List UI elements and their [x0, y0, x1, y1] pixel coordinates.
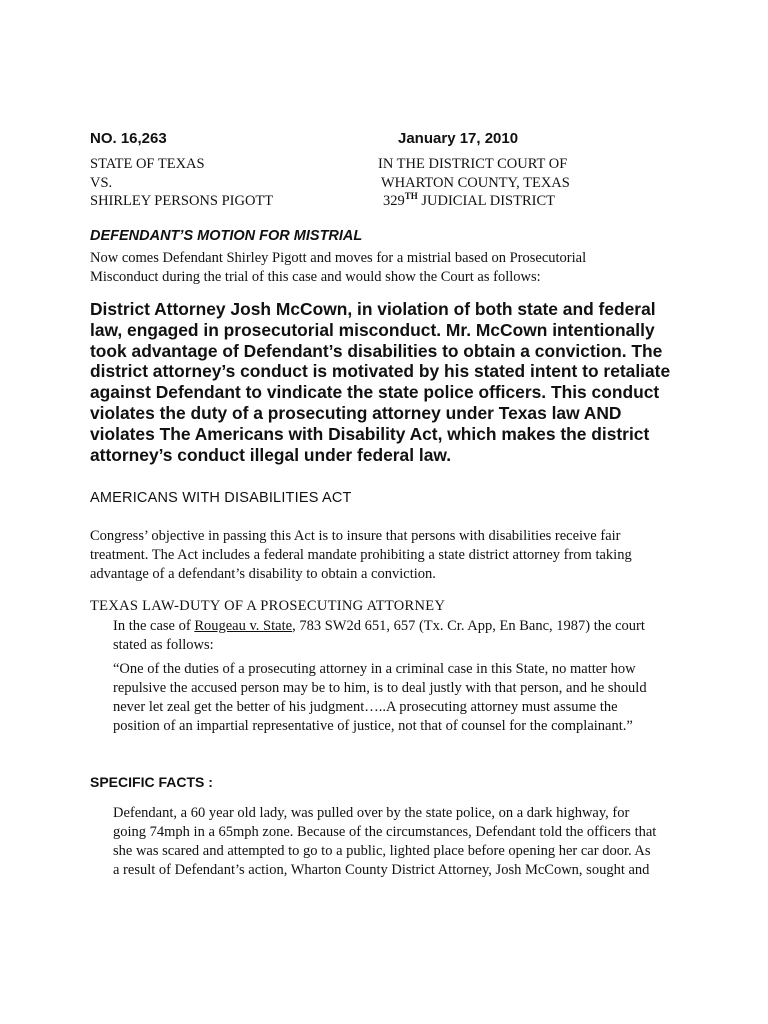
- bold-statement-line: violates the duty of a prosecuting attorney under Texas law AND: [90, 402, 622, 423]
- texas-law-paragraph: [113, 617, 645, 655]
- ada-heading: AMERICANS WITH DISABILITIES ACT: [90, 490, 352, 506]
- ada-line: Congress’ objective in passing this Act is to insure that persons with disabilities receive fair: [90, 528, 621, 544]
- bold-statement-line: attorney’s conduct illegal under federal law.: [90, 444, 452, 465]
- bold-statement-line: violates The Americans with Disability Act, which makes the district: [90, 423, 650, 444]
- caption-versus: VS.: [90, 174, 113, 191]
- specific-facts-heading: SPECIFIC FACTS :: [90, 774, 213, 790]
- quote-line: repulsive the accused person may be to him, is to deal justly with that person, and he should: [113, 680, 647, 696]
- facts-line: a result of Defendant’s action, Wharton County District Attorney, Josh McCown, sought and: [113, 862, 650, 878]
- citation-detail: , 783 SW2d 651, 657 (Tx. Cr. App, En Banc, 1987) the court: [292, 618, 645, 634]
- facts-line: going 74mph in a 65mph zone. Because of the circumstances, Defendant told the officers that: [113, 824, 657, 840]
- texas-law-line: [113, 617, 645, 636]
- bold-statement-line: district attorney’s conduct is motivated by his stated intent to retaliate: [90, 361, 671, 382]
- case-name: Rougeau v. State: [194, 618, 293, 634]
- filing-date: January 17, 2010: [398, 130, 519, 147]
- intro-line: Now comes Defendant Shirley Pigott and moves for a mistrial based on Prosecutorial: [90, 250, 587, 266]
- bold-statement-line: District Attorney Josh McCown, in violation of both state and federal: [90, 299, 656, 319]
- citation-intro: In the case of: [113, 618, 195, 634]
- caption-court-line: IN THE DISTRICT COURT OF: [378, 156, 568, 172]
- caption-county-line: WHARTON COUNTY, TEXAS: [381, 174, 570, 191]
- caption-district-line: [378, 192, 570, 211]
- facts-line: Defendant, a 60 year old lady, was pulled over by the state police, on a dark highway, for: [113, 805, 630, 821]
- quote-line: “One of the duties of a prosecuting attorney in a criminal case in this State, no matter how: [113, 661, 636, 677]
- bold-statement-line: law, engaged in prosecutorial misconduct. Mr. McCown intentionally: [90, 319, 655, 340]
- texas-law-line: stated as follows:: [113, 637, 214, 653]
- bold-statement: [90, 299, 671, 465]
- ada-line: treatment. The Act includes a federal mandate prohibiting a state district attorney from taking: [90, 547, 632, 563]
- quote-line: position of an impartial representative of justice, not that of counsel for the complainant.”: [113, 718, 633, 734]
- specific-facts-paragraph: [113, 804, 656, 880]
- caption-plaintiff: STATE OF TEXAS: [90, 156, 205, 172]
- texas-law-heading: TEXAS LAW-DUTY OF A PROSECUTING ATTORNEY: [90, 598, 446, 614]
- motion-title: DEFENDANT’S MOTION FOR MISTRIAL: [90, 228, 363, 244]
- facts-line: she was scared and attempted to go to a public, lighted place before opening her car door. As: [113, 843, 651, 859]
- caption-parties: [90, 155, 273, 211]
- court-quote: [113, 660, 647, 736]
- quote-line: never let zeal get the better of his judgment…..A prosecuting attorney must assume the: [113, 699, 618, 715]
- case-number: NO. 16,263: [90, 130, 167, 147]
- intro-line: Misconduct during the trial of this case and would show the Court as follows:: [90, 269, 541, 285]
- intro-paragraph: [90, 249, 650, 287]
- district-number: 329: [383, 193, 405, 209]
- ada-line: advantage of a defendant’s disability to obtain a conviction.: [90, 566, 436, 582]
- bold-statement-line: against Defendant to vindicate the state police officers. This conduct: [90, 382, 660, 403]
- caption-defendant: SHIRLEY PERSONS PIGOTT: [90, 193, 274, 209]
- ada-paragraph: [90, 527, 632, 584]
- caption-court: [378, 155, 570, 211]
- district-ordinal: TH: [404, 191, 418, 201]
- bold-statement-line: took advantage of Defendant’s disabilities to obtain a conviction. The: [90, 340, 663, 361]
- district-label: JUDICIAL DISTRICT: [417, 193, 555, 209]
